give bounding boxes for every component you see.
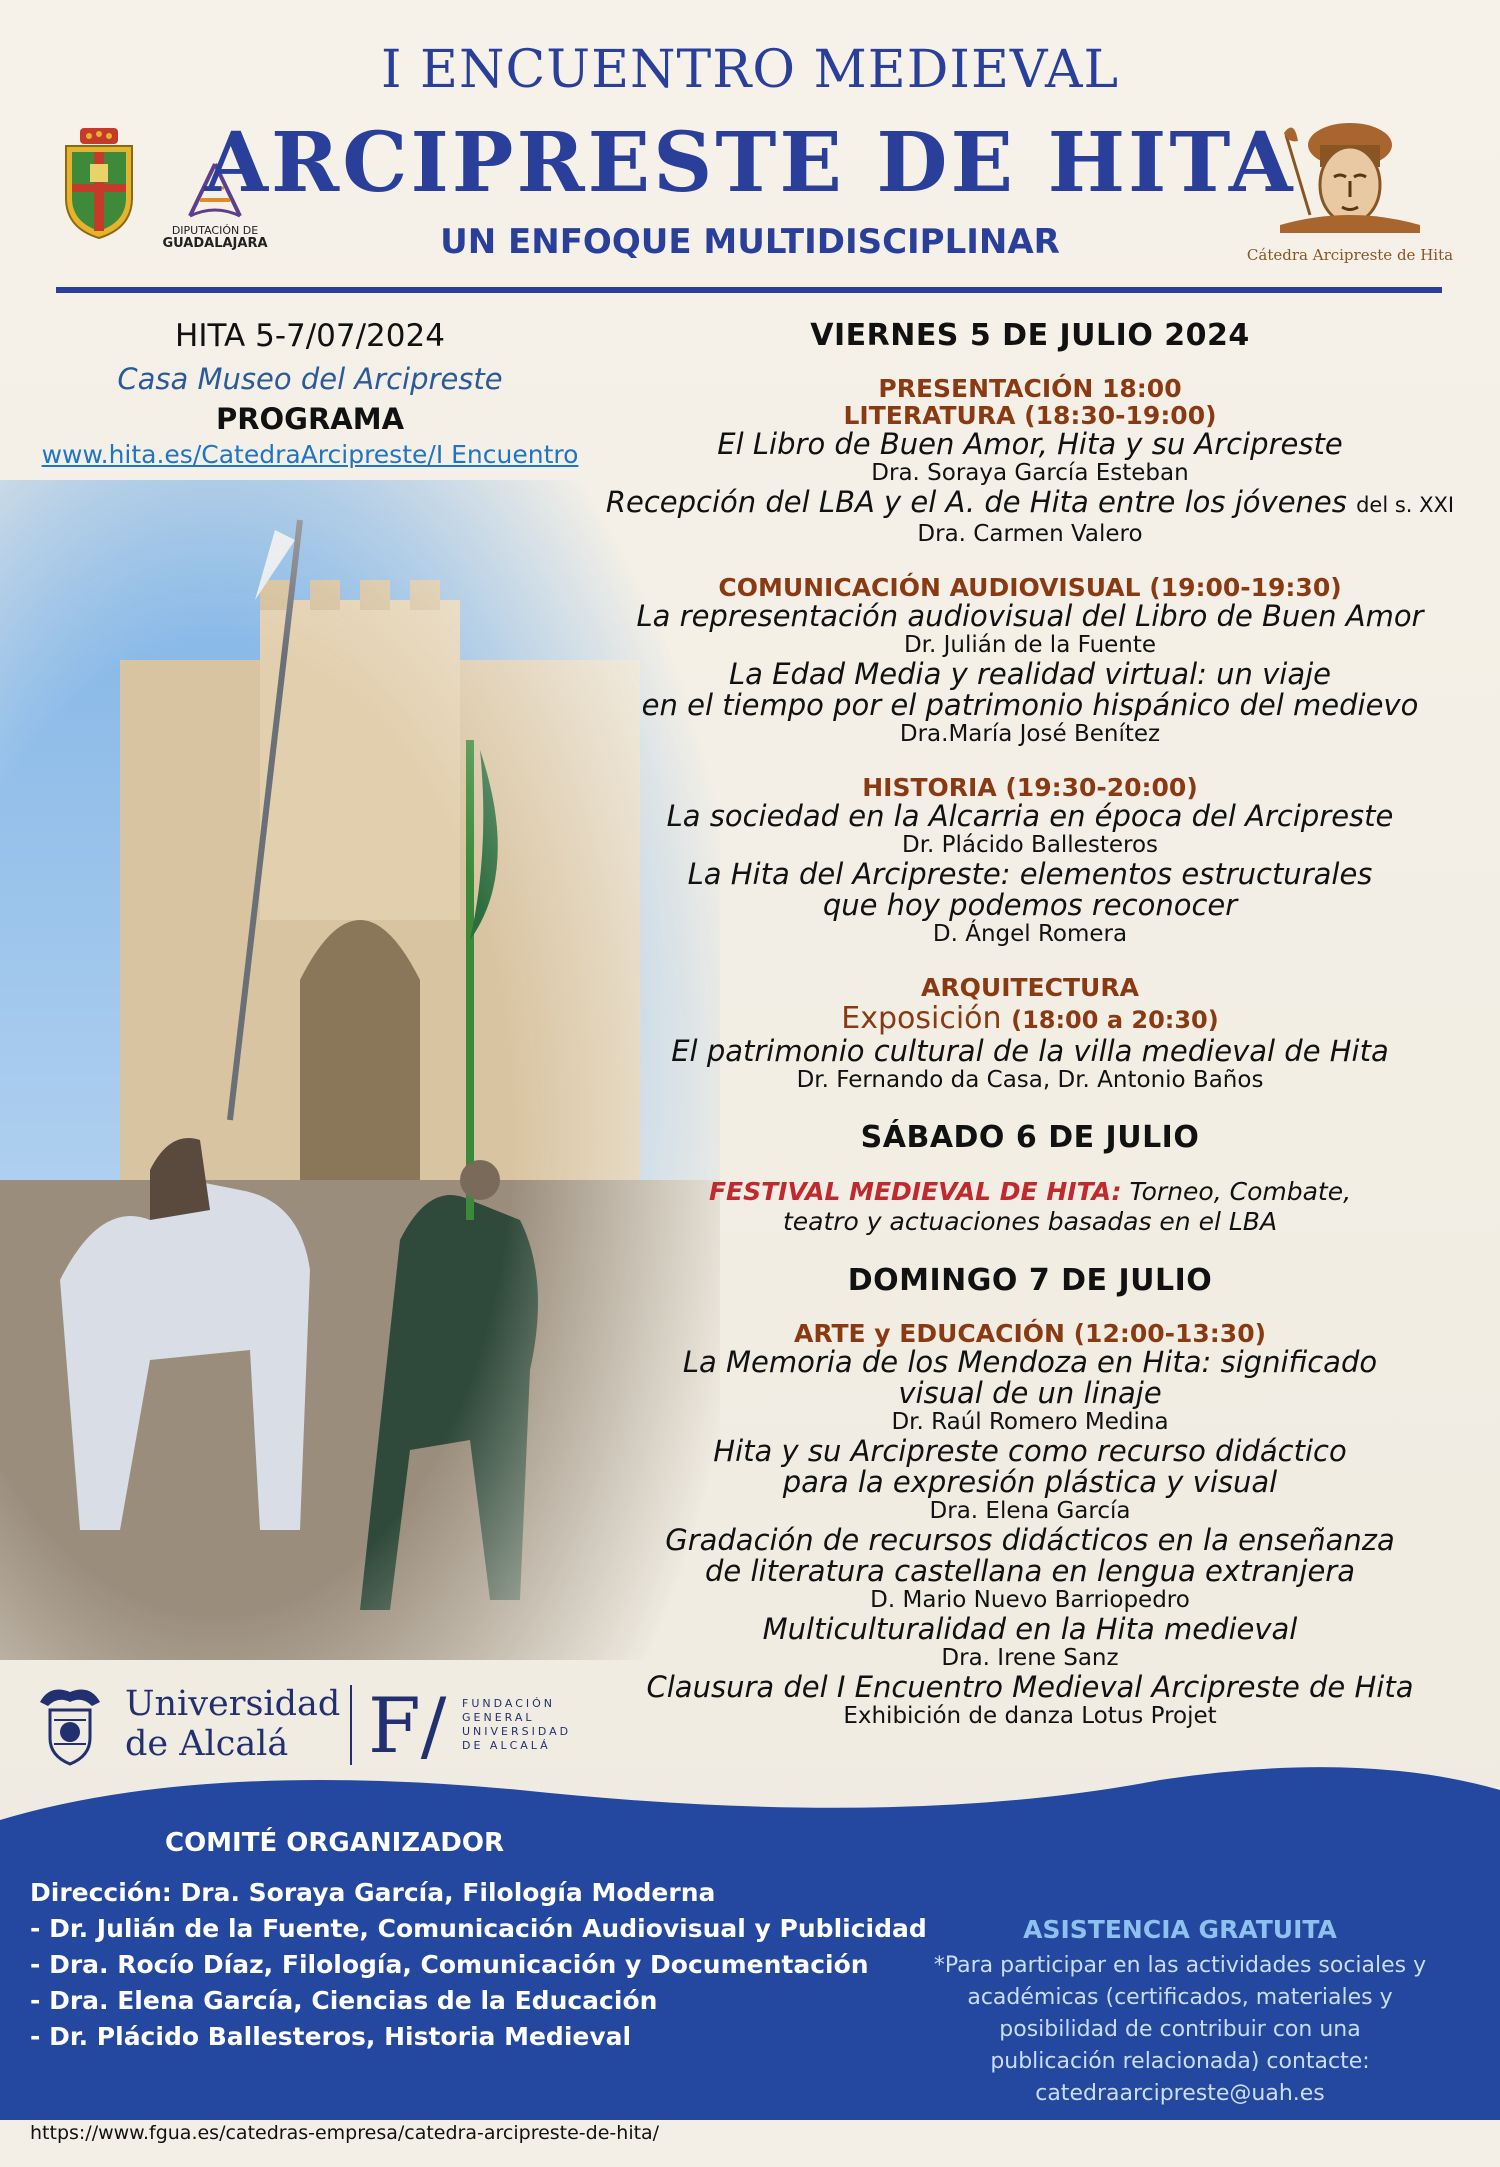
comite-member: - Dra. Rocío Díaz, Filología, Comunicación y Documentación	[30, 1950, 869, 1979]
uah-name-line2: de Alcalá	[125, 1724, 289, 1764]
literatura-section	[580, 375, 1480, 548]
talk-title: que hoy podemos reconocer	[822, 888, 1238, 922]
arquitectura-heading: ARQUITECTURA	[921, 973, 1139, 1002]
asistencia-heading: ASISTENCIA GRATUITA	[1023, 1915, 1337, 1944]
talk-speaker: Dr. Fernando da Casa, Dr. Antonio Baños	[796, 1067, 1264, 1093]
talk-title: La representación audiovisual del Libro de Buen Amor	[636, 599, 1424, 633]
program-schedule	[580, 310, 1480, 1756]
uah-name	[125, 1684, 340, 1764]
comite-members	[30, 1875, 927, 2055]
event-info	[40, 318, 580, 469]
talk-title: El Libro de Buen Amor, Hita y su Arcipreste	[717, 427, 1343, 461]
diputacion-label-line1: DIPUTACIÓN DE	[171, 224, 259, 237]
presentacion-heading: PRESENTACIÓN 18:00	[878, 374, 1182, 403]
event-edition-title: I ENCUENTRO MEDIEVAL	[380, 40, 1120, 100]
talk-title: La sociedad en la Alcarria en época del Arcipreste	[666, 799, 1394, 833]
talk-speaker: Dra. Elena García	[929, 1498, 1131, 1524]
festival-label: FESTIVAL MEDIEVAL DE HITA:	[708, 1177, 1122, 1206]
talk-speaker: Dra. Irene Sanz	[941, 1645, 1119, 1671]
event-main-title: ARCIPRESTE DE HITA	[204, 115, 1296, 211]
exposicion-line	[580, 1001, 1480, 1036]
exposicion-time: (18:00 a 20:30)	[1011, 1006, 1219, 1034]
talk-speaker: D. Mario Nuevo Barriopedro	[870, 1587, 1190, 1613]
comunicacion-section	[580, 574, 1480, 748]
sunday-heading: DOMINGO 7 DE JULIO	[847, 1263, 1213, 1298]
event-url-link[interactable]: www.hita.es/CatedraArcipreste/I Encuentro	[41, 440, 579, 469]
fgua-line3: UNIVERSIDAD	[462, 1725, 572, 1738]
talk-title: de literatura castellana en lengua extranjera	[705, 1554, 1355, 1588]
fgua-line2: GENERAL	[462, 1711, 535, 1724]
catedra-caption: Cátedra Arcipreste de Hita	[1246, 246, 1454, 264]
asistencia-line: publicación relacionada) contacte:	[990, 2049, 1370, 2074]
talk-speaker: Dr. Plácido Ballesteros	[901, 832, 1158, 858]
event-subtitle: UN ENFOQUE MULTIDISCIPLINAR	[440, 222, 1060, 262]
talk-title: visual de un linaje	[898, 1376, 1162, 1410]
festival-text-2: teatro y actuaciones basadas en el LBA	[782, 1207, 1278, 1236]
asistencia-text	[900, 1950, 1460, 2110]
fundacion-general-uah-logo	[350, 1681, 610, 1770]
arquitectura-section	[580, 974, 1480, 1094]
talk-speaker: Dra. Carmen Valero	[917, 521, 1143, 547]
comite-member: - Dra. Elena García, Ciencias de la Educación	[30, 1986, 658, 2015]
closing-title: Clausura del I Encuentro Medieval Arcipreste de Hita	[646, 1670, 1414, 1704]
fgua-monogram: F/	[368, 1681, 447, 1770]
talk-speaker: Dr. Raúl Romero Medina	[891, 1409, 1169, 1435]
talk-title: Gradación de recursos didácticos en la enseñanza	[665, 1523, 1395, 1557]
talk-title: para la expresión plástica y visual	[782, 1465, 1278, 1499]
header-divider	[56, 287, 1442, 293]
programa-label: PROGRAMA	[215, 402, 405, 436]
friday-heading: VIERNES 5 DE JULIO 2024	[810, 318, 1250, 353]
festival-info	[580, 1177, 1480, 1237]
talk-title: La Hita del Arcipreste: elementos estructurales	[687, 857, 1373, 891]
uah-crest-icon	[30, 1680, 110, 1770]
asistencia-line: *Para participar en las actividades sociales y	[933, 1953, 1427, 1978]
festival-text-1: Torneo, Combate,	[1129, 1177, 1352, 1206]
logo-divider	[350, 1685, 352, 1765]
comite-member: - Dr. Plácido Ballesteros, Historia Medieval	[30, 2022, 632, 2051]
talk-speaker: Dr. Julián de la Fuente	[903, 632, 1157, 658]
historia-heading: HISTORIA (19:30-20:00)	[862, 773, 1198, 802]
fgua-name	[462, 1697, 571, 1753]
diputacion-label-line2: GUADALAJARA	[162, 236, 268, 251]
comite-heading: COMITÉ ORGANIZADOR	[165, 1828, 504, 1858]
event-venue: Casa Museo del Arcipreste	[117, 362, 503, 396]
talk-title: El patrimonio cultural de la villa medieval de Hita	[671, 1034, 1389, 1068]
comite-member: Dirección: Dra. Soraya García, Filología Moderna	[30, 1878, 716, 1907]
talk-title-suffix: del s. XXI	[1356, 493, 1455, 517]
fgua-line1: FUNDACIÓN	[462, 1697, 556, 1710]
contact-email-link[interactable]: catedraarcipreste@uah.es	[1035, 2081, 1325, 2106]
asistencia-box	[900, 1915, 1460, 2110]
talk-title-main: Recepción del LBA y el A. de Hita entre los jóvenes	[605, 485, 1347, 519]
comite-member: - Dr. Julián de la Fuente, Comunicación Audiovisual y Publicidad	[30, 1914, 927, 1943]
comunicacion-heading: COMUNICACIÓN AUDIOVISUAL (19:00-19:30)	[718, 573, 1342, 602]
talk-speaker: Dra.María José Benítez	[899, 721, 1161, 747]
dance-exhibition: Exhibición de danza Lotus Projet	[843, 1703, 1217, 1729]
talk-title: Hita y su Arcipreste como recurso didáctico	[713, 1434, 1347, 1468]
fgua-line4: DE ALCALÁ	[462, 1739, 551, 1752]
talk-title: Multiculturalidad en la Hita medieval	[762, 1612, 1298, 1646]
talk-title: La Memoria de los Mendoza en Hita: significado	[682, 1345, 1378, 1379]
talk-title: La Edad Media y realidad virtual: un viaje	[728, 657, 1331, 691]
saturday-heading: SÁBADO 6 DE JULIO	[860, 1120, 1200, 1155]
arte-educacion-heading: ARTE y EDUCACIÓN (12:00-13:30)	[793, 1319, 1267, 1348]
talk-title: en el tiempo por el patrimonio hispánico del medievo	[641, 688, 1419, 722]
exposicion-label: Exposición	[841, 1001, 1002, 1036]
universidad-alcala-logo	[30, 1680, 341, 1770]
asistencia-line: académicas (certificados, materiales y	[967, 1985, 1393, 2010]
historia-section	[580, 774, 1480, 948]
talk-speaker: Dra. Soraya García Esteban	[871, 460, 1189, 486]
literatura-heading: LITERATURA (18:30-19:00)	[843, 401, 1217, 430]
talk-speaker: D. Ángel Romera	[932, 921, 1128, 947]
footer-url-link[interactable]: https://www.fgua.es/catedras-empresa/catedra-arcipreste-de-hita/	[30, 2122, 660, 2144]
uah-name-line1: Universidad	[125, 1684, 341, 1724]
event-date: HITA 5-7/07/2024	[175, 318, 445, 354]
arte-educacion-section	[580, 1320, 1480, 1730]
asistencia-line: posibilidad de contribuir con una	[999, 2017, 1361, 2042]
talk-title	[580, 487, 1480, 521]
